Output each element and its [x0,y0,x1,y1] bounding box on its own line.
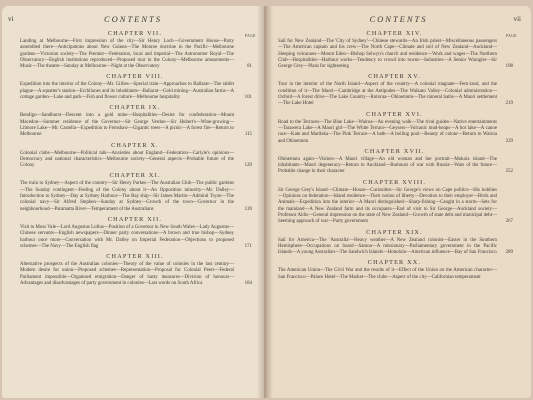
chapter-summary [20,151,250,170]
chapter-entry [278,179,511,226]
chapter-title [20,172,250,179]
chapter-title-text: CHAPTER VIII. [106,73,164,81]
page-number-left: vi [8,15,14,23]
running-title-left: CONTENTS [103,14,163,24]
chapter-entry [20,30,256,70]
chapter-title-text: CHAPTER XVIII. [362,178,427,186]
chapter-summary [20,262,250,287]
chapter-title-text: CHAPTER XVI. [366,110,423,118]
chapter-summary [20,82,250,101]
chapter-title [278,73,511,80]
chapter-title-text: CHAPTER X. [111,141,159,149]
chapter-summary [20,181,250,212]
chapter-entry [20,216,250,250]
chapter-title-text: CHAPTER XVII. [364,147,425,155]
chapter-page-number: 289 [505,250,513,256]
chapter-title [278,179,511,186]
chapter-page-number: 115 [244,132,252,138]
chapter-summary-text: Tour in the interior of the North Island—Aspect of the country—A colonial magnate—Fern-land, and the condition of it—The Maori—Cambridge at the Antipodes—The Waikato Valley—Colonial administration—Oxford—A forest drive—The Lake Country—Rotorua—Ohinemutu—The mineral baths—A Maori settlement—The Lake Hotel [278,82,497,107]
chapter-summary-text: Alternative prospects of the Australian colonies—Theory of the value of colonies in the last century—Modern desire for union—Proposed schemes—Representation—Proposal for Colonial Peers—Federal Parliament impossible—Organised emigration—Danger of hasty measures—Division of honours—Advantages and disadvantages of party government in colonies—Last words on South Africa [20,262,234,287]
left-page [2,6,264,398]
chapter-summary [20,113,250,138]
chapter-summary [278,238,511,257]
chapter-entry [278,30,517,70]
chapter-summary [278,120,511,145]
chapter-summary-text: Sir George Grey's Island—Climate—House—Curiosities—Sir George's views on Cape politics—His hobbies—Opinions on federation—Island residence—Their notion of liberty—Devotion to their employer—Birds and Animals—Expedition into the interior—A Maori distinguished—Sharp-fishing—Caught in a storm—Sets for the mainland—A New Zealand farm and its occupants—End of visit to Sir George—Auckland society—Professor Aldis—General impression on the state of New Zealand—Growth of state debt and municipal debt—Seeming approach of war—Party government [278,187,497,225]
chapter-title-text: CHAPTER VII. [107,30,163,37]
chapter-page-number: 219 [505,101,513,107]
chapter-title-text: CHAPTER XIV. [366,30,423,37]
chapter-entry [278,148,511,176]
chapter-list-left [20,30,256,287]
chapter-page-number: 229 [505,138,513,144]
running-title-right: CONTENTS [369,14,428,24]
chapter-summary [278,39,511,70]
page-column-label: PAGE [505,34,517,38]
chapter-entry [20,253,250,287]
chapter-entry [20,73,250,101]
chapter-summary-text: Visit to Moss Vale—Lord Augustus Loftus—Position of a Governor in New South Wales—Lady Augustus—Chinese servants—English newspapers—Dinner party conversations—A brown and true bishop—Sydney harbour once more—Conversation with Mr. Dalley on Imperial Federation—Objections to proposed schemes—The Navy—The English flag [20,224,234,249]
chapter-summary-text: Landing at Melbourne—First impression of the city—Sir Henry Loch—Government House—Party assembled there—Anticipations about New Guinea—The Monroe doctrine in the Pacific—Melbourne gardens—Victorian society—The Premier—Federation, local and imperial—The Astronomer Royal—The Observatory—English institutions reproduced—Proposed tour in the Colony—Melbourne amusements—Music—The theatre—Sunday at Melbourne—Night at the Observatory [20,39,234,70]
chapter-title-text: CHAPTER XI. [109,172,161,180]
chapter-title [278,259,511,266]
page-column-label: PAGE [244,34,256,38]
running-head-right [266,14,531,28]
chapter-summary [20,39,250,70]
chapter-title-text: CHAPTER XV. [368,73,421,81]
chapter-summary-text: Ohinemutu again—Visitors—A Maori village—An old woman and her portrait—Mokoia island—The inhabitants—Maori degeneracy—Return to Auckland—Rumours of war with Russia—Wars of the future—Probable change in their character [278,156,497,175]
page-number-right: vii [513,15,521,23]
chapter-summary [278,82,511,107]
chapter-title [20,73,250,80]
chapter-summary [278,268,511,281]
chapter-summary-text: The train to Sydney—Aspect of the country—Sir Henry Parkes—The Australian Club—The public gardens—The Sunday contingent—Feeling of the Colony about it—An Opposition minority—Mr. Dalley—Introduction to Sydney—Day at Sydney Harbour—The Bay ship—Sir James Martin—Admiral Tryon—The colonial navy—Sir Alfred Stephen—Sunday at Sydney—Growth of the town—Governor in the neighbourhood—Paramatta River—Temperament of the Australians [20,181,234,212]
chapter-entry [278,229,511,257]
chapter-summary-text: Sail for America—The 'Australia'—Heavy weather—A New Zealand colonist—Easter in the Southern Hemisphere—Occupations on board—Samoa—A missionary—Parliamentary government in the Pacific Islands—A young Australian—The Sandwich Islands—Honolulu—American influence—Bay of San Francisco [278,237,497,256]
chapter-page-number: 267 [505,219,513,225]
chapter-title [278,148,511,155]
chapter-title-text: CHAPTER XIX. [366,228,423,236]
chapter-title [20,142,250,149]
chapter-title-text: CHAPTER XII. [107,215,163,223]
chapter-summary-text: The American Union—The Civil War and the results of it—Effect of the Union on the American character—San Francisco—Palace Hotel—The Market—The clubs—Aspect of the city—Californian temperament [278,268,497,280]
chapter-summary-text: Colonial clubs—Melbourne—Political talk—Anxieties about England—Federation—Carlyle's opinions—Democracy and national characteristics—Melbourne society—General aspects—Probable future of the Colony [20,150,234,169]
chapter-title [278,30,517,38]
chapter-title [278,111,511,118]
chapter-page-number: 129 [244,163,252,169]
chapter-page-number: 139 [244,206,252,212]
chapter-entry [20,104,250,138]
chapter-summary-text: Sail for New Zealand—The 'City of Sydney'—Chinese stewards—An Irish priest—Miscellaneous passengers—The American captain and his crew—The North Cape—Climate and soil of New Zealand—Auckland—Sleeping volcanoes—Mount Eden—Bishop Selwyn's church and residence—Work and wages—The Northern Club—Hospitalities—Harbour works—Tendency to crowd into towns—Industries—A Senior Wrangler—Sir George Grey—Plans for sightseeing [278,39,497,70]
chapter-page-number: 81 [247,64,252,70]
chapter-title [20,104,250,111]
chapter-page-number: 198 [505,64,513,70]
chapter-title [20,30,256,38]
chapter-list-right [278,30,517,281]
chapter-summary [278,157,511,176]
chapter-summary [20,225,250,250]
chapter-page-number: 184 [244,281,252,287]
chapter-page-number: 101 [244,95,252,101]
right-page [266,6,531,398]
chapter-title-text: CHAPTER XX. [367,259,422,267]
chapter-page-number: 252 [505,169,513,175]
chapter-title [20,253,250,260]
chapter-entry [20,142,250,170]
running-head-left [2,14,264,28]
chapter-title-text: CHAPTER IX. [109,104,161,112]
chapter-entry [278,111,511,145]
chapter-entry [278,73,511,107]
chapter-page-number: 171 [244,243,252,249]
chapter-summary-text: Expedition into the interior of the Colony—Mr. Gillies—Special train—Approaches to Ballarat—The rabbit plague—A squatter's station—Erchliunes and its inhabitants—Ballarat—Gold mining—Australian farms—A cottage garden—Lake and park—Fish and flower culture—Melbourne hospitality [20,82,234,101]
chapter-summary-text: Road to the Terraces—The Blue Lake—Wairoa—An evening walk—The rival guides—Native entertainments—Tarawera Lake—A Maori girl—The White Terrace—Geysers—Volcanic mud-heaps—A hot lake—A canoe race—Kate and Marileka—The Pink Terrace—A bath—A boiling pool—Beauty of colour—Return to Wairoa and Ohinemutu [278,119,497,144]
chapter-summary [278,188,511,226]
chapter-title-text: CHAPTER XIII. [106,253,164,261]
chapter-title [278,229,511,236]
chapter-entry [20,172,250,212]
chapter-entry [278,259,511,281]
chapter-title [20,216,250,223]
chapter-summary-text: Bendigo—Sandhurst—Descent into a gold mine—Hospitalities—Desire for confederation—Mount Macedon—Summer residence of the Governor—Sir George Verdon—Sir Hubert's—Wine-growing—Lilmore Lake—Mr. Castella—Expedition to Fernshaw—Gigantic trees—A picnic—A forest fire—Return to Melbourne [20,113,234,138]
